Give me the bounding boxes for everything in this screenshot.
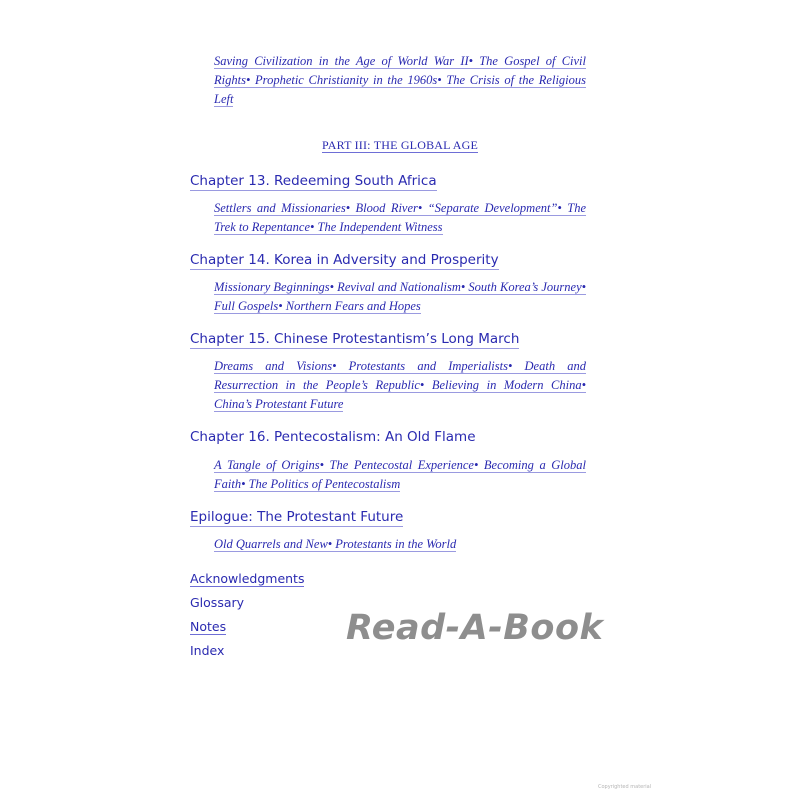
chapter-13-topics-text[interactable]: Settlers and Missionaries• Blood River• “Separate Development”• The Trek to Repentance• The Independent Witness	[214, 201, 586, 234]
chapter-16-topics-text[interactable]: A Tangle of Origins• The Pentecostal Experience• Becoming a Global Faith• The Politics of Pentecostalism	[214, 458, 586, 491]
chapter-14-topics-text[interactable]: Missionary Beginnings• Revival and Nationalism• South Korea’s Journey• Full Gospels• Northern Fears and Hopes	[214, 280, 586, 313]
chapter-16-topics[interactable]	[214, 456, 586, 494]
toc-chapter-16[interactable]	[190, 428, 476, 446]
toc-glossary[interactable]	[190, 594, 244, 611]
chapter-15-topics[interactable]	[214, 357, 586, 414]
toc-chapter-14[interactable]	[190, 251, 499, 269]
chapter-13-topics[interactable]	[214, 199, 586, 237]
toc-notes[interactable]	[190, 618, 226, 635]
glossary-link[interactable]: Glossary	[190, 595, 245, 610]
chapter-15-topics-text[interactable]: Dreams and Visions• Protestants and Imperialists• Death and Resurrection in the People’s Republic• Believing in Modern China• China’s Protestant Future	[214, 359, 586, 411]
toc-chapter-15[interactable]	[190, 330, 519, 348]
chapter-14-title[interactable]: Chapter 14. Korea in Adversity and Prosperity	[190, 252, 499, 268]
toc-epilogue[interactable]	[190, 508, 403, 526]
watermark: Read-A-Book	[346, 608, 604, 648]
epilogue-topics-text[interactable]: Old Quarrels and New• Protestants in the World	[214, 537, 457, 551]
part-heading-label[interactable]: PART III: THE GLOBAL AGE	[321, 138, 479, 152]
acknowledgments-link[interactable]: Acknowledgments	[190, 571, 305, 586]
chapter-13-title[interactable]: Chapter 13. Redeeming South Africa	[190, 173, 437, 189]
notes-link[interactable]: Notes	[190, 619, 227, 634]
toc-index[interactable]	[190, 642, 224, 659]
chapter-14-topics[interactable]	[214, 278, 586, 316]
part12-topics[interactable]	[214, 52, 586, 109]
epilogue-title[interactable]: Epilogue: The Protestant Future	[190, 509, 404, 525]
topic-list-text[interactable]: Saving Civilization in the Age of World War II• The Gospel of Civil Rights• Prophetic Christianity in the 1960s• The Crisis of the Religious Left	[214, 54, 586, 106]
chapter-16-title[interactable]: Chapter 16. Pentecostalism: An Old Flame	[190, 429, 476, 445]
toc-chapter-13[interactable]	[190, 172, 437, 190]
epilogue-topics[interactable]	[214, 535, 586, 554]
part-heading[interactable]	[190, 138, 610, 153]
chapter-15-title[interactable]: Chapter 15. Chinese Protestantism’s Long March	[190, 331, 520, 347]
copyright-note: Copyrighted material	[598, 784, 652, 790]
toc-acknowledgments[interactable]	[190, 570, 304, 587]
index-link[interactable]: Index	[190, 643, 225, 658]
